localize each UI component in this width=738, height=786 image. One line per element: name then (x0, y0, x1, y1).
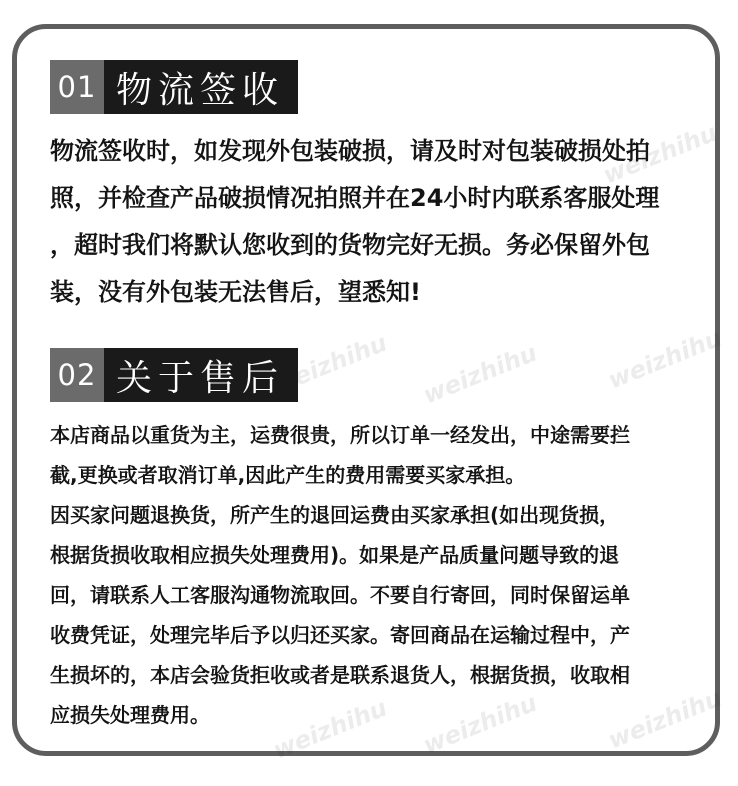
paragraph-line: ，超时我们将默认您收到的货物完好无损。务必保留外包 (50, 231, 650, 259)
logistics-paragraph (50, 128, 698, 316)
paragraph-line: 回，请联系人工客服沟通物流取回。不要自行寄回，同时保留运单 (50, 583, 630, 607)
paragraph-line: 生损坏的，本店会验货拒收或者是联系退货人，根据货损，收取相 (50, 663, 630, 687)
section-title: 物流签收 (104, 60, 298, 114)
paragraph-line: 应损失处理费用。 (50, 703, 210, 727)
paragraph-line: 截,更换或者取消订单,因此产生的费用需要买家承担。 (50, 463, 526, 487)
section-number: 01 (50, 60, 104, 114)
paragraph-line: 因买家问题退换货，所产生的退回运费由买家承担(如出现货损， (50, 503, 620, 527)
paragraph-line: 装，没有外包装无法售后，望悉知! (50, 278, 421, 306)
paragraph-line: 照，并检查产品破损情况拍照并在24小时内联系客服处理 (50, 184, 660, 212)
paragraph-line: 本店商品以重货为主，运费很贵，所以订单一经发出，中途需要拦 (50, 423, 630, 447)
paragraph-line: 物流签收时，如发现外包装破损，请及时对包装破损处拍 (50, 137, 650, 165)
after-sales-paragraph (50, 415, 700, 735)
paragraph-line: 根据货损收取相应损失处理费用)。如果是产品质量问题导致的退 (50, 543, 620, 567)
section-header-logistics (50, 60, 298, 114)
paragraph-line: 收费凭证，处理完毕后予以归还买家。寄回商品在运输过程中，产 (50, 623, 630, 647)
section-title: 关于售后 (104, 348, 298, 402)
section-header-after-sales (50, 348, 298, 402)
section-number: 02 (50, 348, 104, 402)
